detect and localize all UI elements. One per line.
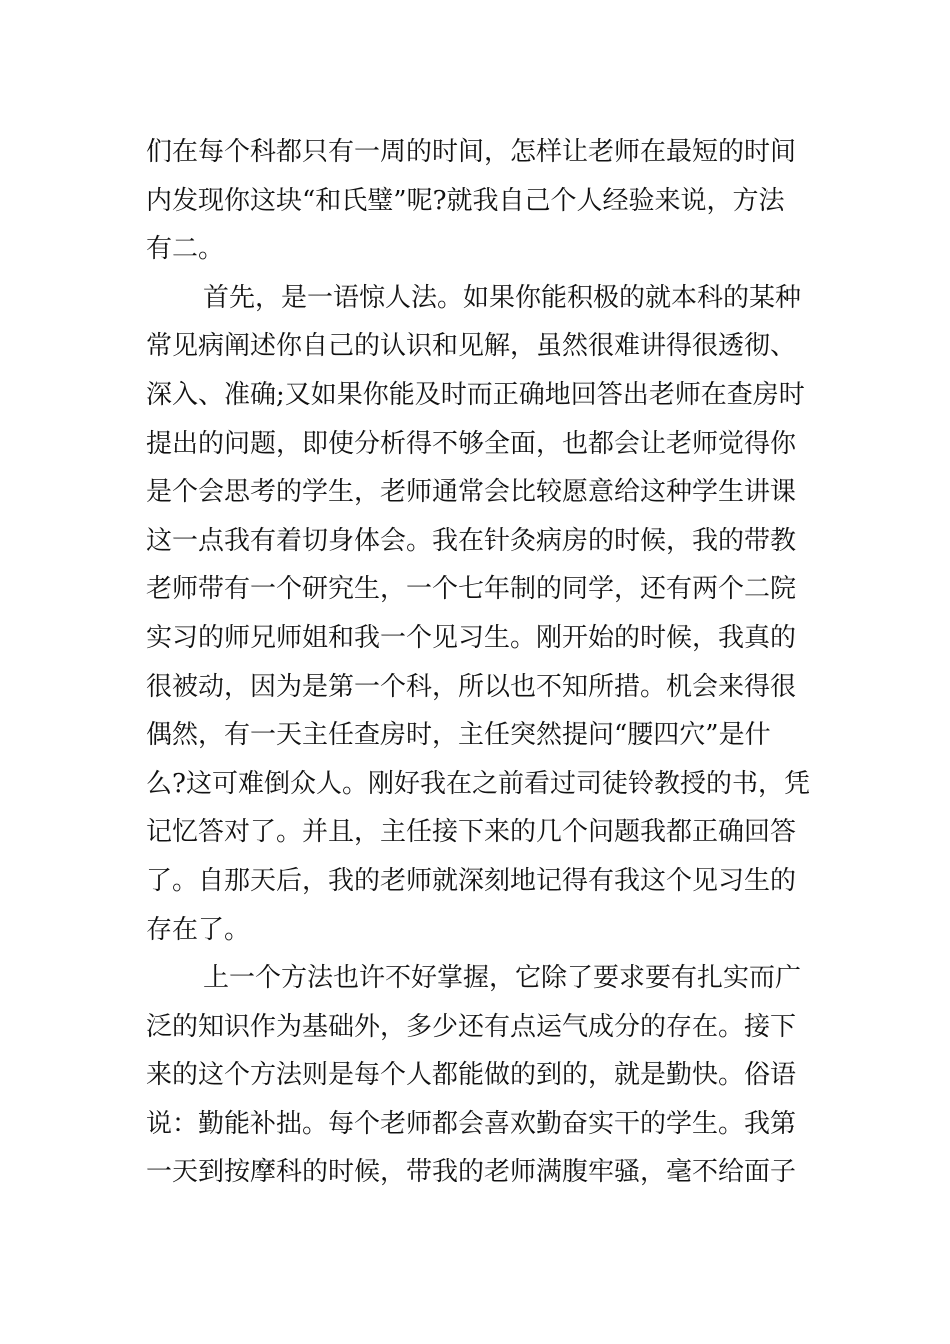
text-line: 提出的问题，即使分析得不够全面，也都会让老师觉得你 (146, 428, 797, 459)
text-line: 么?这可难倒众人。刚好我在之前看过司徒铃教授的书，凭 (146, 768, 810, 799)
body-text (146, 128, 812, 1197)
text-line: 说：勤能补拙。每个老师都会喜欢勤奋实干的学生。我第 (146, 1108, 797, 1139)
text-line: 有二。 (146, 234, 225, 265)
text-line: 偶然，有一天主任查房时，主任突然提问“腰四穴”是什 (146, 720, 771, 751)
text-line: 来的这个方法则是每个人都能做的到的，就是勤快。俗语 (146, 1060, 797, 1091)
text-line: 存在了。 (146, 914, 251, 945)
text-line: 很被动，因为是第一个科，所以也不知所措。机会来得很 (146, 671, 797, 702)
text-line: 了。自那天后，我的老师就深刻地记得有我这个见习生的 (146, 865, 797, 896)
text-line: 深入、准确;又如果你能及时而正确地回答出老师在查房时 (146, 379, 805, 410)
text-line: 这一点我有着切身体会。我在针灸病房的时候，我的带教 (146, 525, 797, 556)
text-line: 老师带有一个研究生，一个七年制的同学，还有两个二院 (146, 574, 797, 605)
paragraph-first-line: 上一个方法也许不好掌握，它除了要求要有扎实而广 (203, 963, 802, 994)
text-line: 常见病阐述你自己的认识和见解，虽然很难讲得很透彻、 (146, 331, 797, 362)
text-line: 记忆答对了。并且，主任接下来的几个问题我都正确回答 (146, 817, 797, 848)
text-line: 一天到按摩科的时候，带我的老师满腹牢骚，毫不给面子 (146, 1157, 797, 1188)
paragraph-first-line: 首先，是一语惊人法。如果你能积极的就本科的某种 (203, 282, 802, 313)
text-line: 们在每个科都只有一周的时间，怎样让老师在最短的时间 (146, 137, 797, 167)
text-line: 内发现你这块“和氏璧”呢?就我自己个人经验来说，方法 (146, 185, 785, 216)
text-line: 是个会思考的学生，老师通常会比较愿意给这种学生讲课 (146, 477, 797, 508)
text-line: 实习的师兄师姐和我一个见习生。刚开始的时候，我真的 (146, 622, 797, 653)
text-line: 泛的知识作为基础外，多少还有点运气成分的存在。接下 (146, 1011, 797, 1042)
